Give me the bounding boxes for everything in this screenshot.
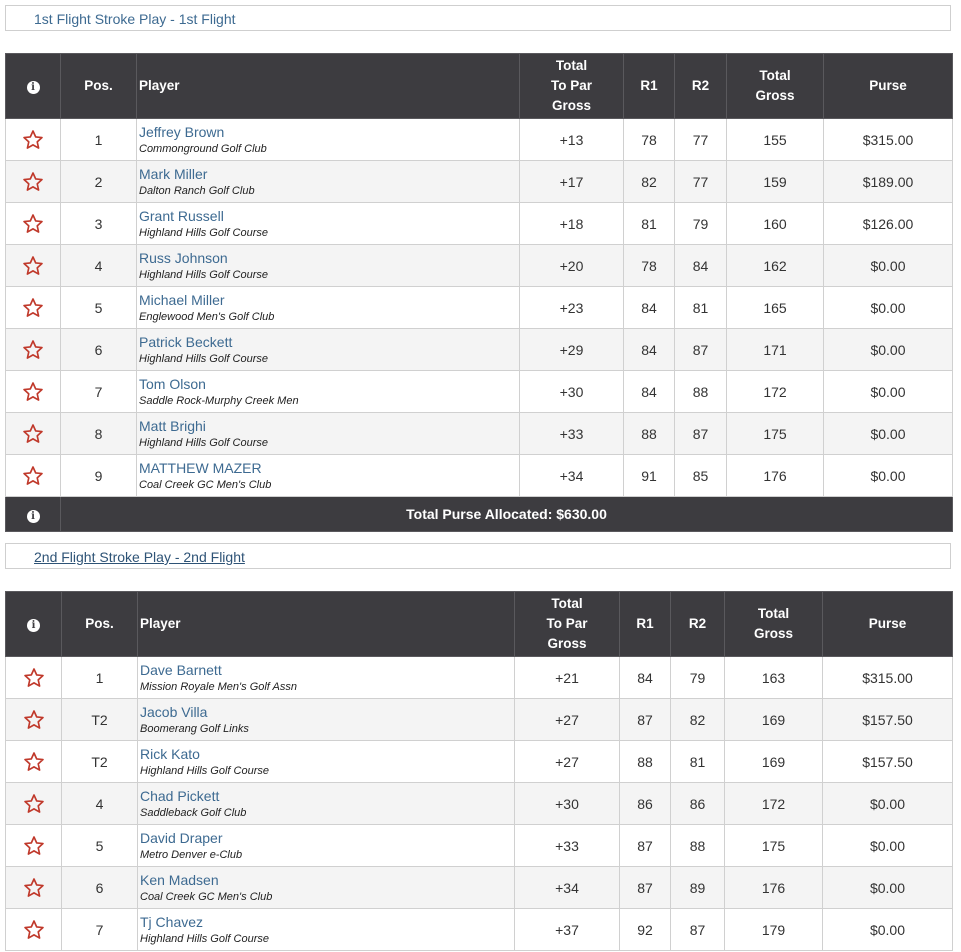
total-to-par: +23 [520, 287, 624, 329]
player-name-link[interactable]: Russ Johnson [139, 249, 228, 266]
flight-1-title-link[interactable]: 1st Flight Stroke Play - 1st Flight [34, 11, 236, 27]
round-2-score: 88 [671, 825, 725, 867]
flight-1-footer-row [6, 497, 953, 532]
total-gross: 175 [725, 825, 823, 867]
purse: $0.00 [823, 909, 953, 951]
purse: $157.50 [823, 741, 953, 783]
table-row [6, 783, 953, 825]
player-cell [137, 329, 520, 371]
table-row [6, 245, 953, 287]
player-club: Metro Denver e-Club [140, 848, 243, 861]
round-1-score: 92 [620, 909, 671, 951]
footer-info-cell[interactable] [6, 497, 61, 532]
favorite-cell[interactable] [6, 161, 61, 203]
total-to-par: +20 [520, 245, 624, 287]
player-cell [138, 741, 515, 783]
total-gross: 171 [727, 329, 824, 371]
player-cell [138, 825, 515, 867]
flight-2-title-bar [5, 543, 951, 569]
table-row [6, 699, 953, 741]
gross-header: Total Gross [725, 592, 823, 657]
player-name-link[interactable]: MATTHEW MAZER [139, 459, 262, 476]
round-2-score: 77 [675, 119, 727, 161]
flight-2-title-link[interactable]: 2nd Flight Stroke Play - 2nd Flight [34, 549, 245, 565]
position: 2 [61, 161, 137, 203]
purse: $157.50 [823, 699, 953, 741]
favorite-star-icon[interactable] [23, 667, 45, 689]
total-purse-allocated: Total Purse Allocated: $630.00 [61, 497, 953, 532]
table-row [6, 203, 953, 245]
favorite-star-icon[interactable] [22, 465, 44, 487]
table-row [6, 657, 953, 699]
favorite-star-icon[interactable] [23, 709, 45, 731]
player-cell [137, 371, 520, 413]
player-club: Highland Hills Golf Course [139, 436, 268, 449]
purse: $0.00 [824, 455, 953, 497]
purse: $189.00 [824, 161, 953, 203]
info-icon[interactable]: i [27, 619, 40, 632]
favorite-cell[interactable] [6, 867, 62, 909]
total-gross: 160 [727, 203, 824, 245]
player-name-link[interactable]: Grant Russell [139, 207, 224, 224]
round-2-score: 86 [671, 783, 725, 825]
round-2-score: 87 [671, 909, 725, 951]
favorite-cell[interactable] [6, 455, 61, 497]
player-cell [138, 699, 515, 741]
favorite-star-icon[interactable] [22, 171, 44, 193]
favorite-star-icon[interactable] [22, 339, 44, 361]
round-1-score: 84 [620, 657, 671, 699]
favorite-cell[interactable] [6, 245, 61, 287]
favorite-star-icon[interactable] [22, 381, 44, 403]
round-1-score: 84 [624, 287, 675, 329]
info-icon[interactable]: i [27, 81, 40, 94]
flight-1-leaderboard [5, 53, 953, 532]
purse: $0.00 [823, 783, 953, 825]
round-1-score: 82 [624, 161, 675, 203]
position: 3 [61, 203, 137, 245]
round-1-score: 88 [620, 741, 671, 783]
round-1-score: 88 [624, 413, 675, 455]
flight-2-header-row [6, 592, 953, 657]
round-1-score: 84 [624, 371, 675, 413]
total-gross: 165 [727, 287, 824, 329]
round-2-score: 84 [675, 245, 727, 287]
player-name-link[interactable]: Rick Kato [140, 745, 200, 762]
total-gross: 172 [725, 783, 823, 825]
topar-header: Total To Par Gross [515, 592, 620, 657]
r2-header: R2 [675, 54, 727, 119]
player-cell [137, 455, 520, 497]
total-gross: 162 [727, 245, 824, 287]
favorite-cell[interactable] [6, 657, 62, 699]
round-2-score: 79 [671, 657, 725, 699]
total-gross: 175 [727, 413, 824, 455]
position: 4 [61, 245, 137, 287]
player-cell [137, 245, 520, 287]
favorite-star-icon[interactable] [23, 835, 45, 857]
position: 9 [61, 455, 137, 497]
player-cell [137, 287, 520, 329]
purse: $0.00 [824, 329, 953, 371]
favorite-star-icon[interactable] [23, 919, 45, 941]
total-to-par: +34 [515, 867, 620, 909]
favorite-star-icon[interactable] [22, 213, 44, 235]
purse: $315.00 [823, 657, 953, 699]
info-header[interactable] [6, 592, 62, 657]
position: 6 [62, 867, 138, 909]
player-cell [138, 657, 515, 699]
flight-1-title-bar [5, 5, 951, 31]
total-to-par: +29 [520, 329, 624, 371]
round-1-score: 87 [620, 699, 671, 741]
table-row [6, 119, 953, 161]
table-row [6, 287, 953, 329]
round-1-score: 81 [624, 203, 675, 245]
purse: $0.00 [824, 413, 953, 455]
purse-header: Purse [824, 54, 953, 119]
total-to-par: +27 [515, 699, 620, 741]
table-row [6, 825, 953, 867]
purse: $0.00 [824, 245, 953, 287]
player-name-link[interactable]: Jacob Villa [140, 703, 208, 720]
player-club: Saddleback Golf Club [140, 806, 247, 819]
total-to-par: +27 [515, 741, 620, 783]
round-1-score: 87 [620, 867, 671, 909]
purse: $0.00 [823, 825, 953, 867]
favorite-cell[interactable] [6, 203, 61, 245]
player-cell [137, 119, 520, 161]
favorite-cell[interactable] [6, 329, 61, 371]
table-row [6, 161, 953, 203]
player-club: Commonground Golf Club [139, 142, 267, 155]
flight-2-leaderboard [5, 591, 953, 951]
round-2-score: 87 [675, 413, 727, 455]
total-gross: 169 [725, 699, 823, 741]
table-row [6, 371, 953, 413]
favorite-cell[interactable] [6, 371, 61, 413]
table-row [6, 455, 953, 497]
table-row [6, 413, 953, 455]
favorite-cell[interactable] [6, 119, 61, 161]
favorite-cell[interactable] [6, 287, 61, 329]
player-club: Coal Creek GC Men's Club [140, 890, 273, 903]
flight-1-header-row [6, 54, 953, 119]
favorite-cell[interactable] [6, 741, 62, 783]
favorite-cell[interactable] [6, 909, 62, 951]
total-to-par: +30 [515, 783, 620, 825]
total-to-par: +33 [520, 413, 624, 455]
player-cell [138, 783, 515, 825]
round-2-score: 81 [675, 287, 727, 329]
position: T2 [62, 741, 138, 783]
total-gross: 169 [725, 741, 823, 783]
player-cell [138, 867, 515, 909]
total-to-par: +21 [515, 657, 620, 699]
total-to-par: +34 [520, 455, 624, 497]
position: 8 [61, 413, 137, 455]
total-gross: 172 [727, 371, 824, 413]
info-icon[interactable]: i [27, 510, 40, 523]
player-cell [137, 413, 520, 455]
player-club: Dalton Ranch Golf Club [139, 184, 255, 197]
player-club: Highland Hills Golf Course [139, 226, 268, 239]
player-name-link[interactable]: Ken Madsen [140, 871, 219, 888]
position: 5 [61, 287, 137, 329]
player-name-link[interactable]: Dave Barnett [140, 661, 222, 678]
favorite-star-icon[interactable] [22, 255, 44, 277]
player-name-link[interactable]: Matt Brighi [139, 417, 206, 434]
round-2-score: 87 [675, 329, 727, 371]
purse-header: Purse [823, 592, 953, 657]
player-club: Highland Hills Golf Course [139, 352, 268, 365]
gross-header: Total Gross [727, 54, 824, 119]
pos-header: Pos. [61, 54, 137, 119]
player-name-link[interactable]: Chad Pickett [140, 787, 220, 804]
total-gross: 163 [725, 657, 823, 699]
player-cell [137, 203, 520, 245]
round-2-score: 85 [675, 455, 727, 497]
table-row [6, 329, 953, 371]
position: 5 [62, 825, 138, 867]
purse: $315.00 [824, 119, 953, 161]
total-to-par: +30 [520, 371, 624, 413]
position: 7 [61, 371, 137, 413]
round-1-score: 91 [624, 455, 675, 497]
favorite-cell[interactable] [6, 783, 62, 825]
round-2-score: 82 [671, 699, 725, 741]
purse: $0.00 [824, 371, 953, 413]
position: T2 [62, 699, 138, 741]
purse: $0.00 [824, 287, 953, 329]
total-gross: 155 [727, 119, 824, 161]
round-1-score: 78 [624, 119, 675, 161]
player-name-link[interactable]: David Draper [140, 829, 223, 846]
round-1-score: 86 [620, 783, 671, 825]
table-row [6, 741, 953, 783]
player-club: Highland Hills Golf Course [140, 932, 269, 945]
player-name-link[interactable]: Michael Miller [139, 291, 225, 308]
player-cell [138, 909, 515, 951]
favorite-star-icon[interactable] [22, 129, 44, 151]
total-to-par: +18 [520, 203, 624, 245]
player-header: Player [137, 54, 520, 119]
player-club: Highland Hills Golf Course [139, 268, 268, 281]
total-to-par: +17 [520, 161, 624, 203]
r1-header: R1 [624, 54, 675, 119]
total-to-par: +13 [520, 119, 624, 161]
favorite-cell[interactable] [6, 699, 62, 741]
info-header[interactable] [6, 54, 61, 119]
total-gross: 159 [727, 161, 824, 203]
player-club: Saddle Rock-Murphy Creek Men [139, 394, 299, 407]
player-club: Boomerang Golf Links [140, 722, 249, 735]
player-name-link[interactable]: Tj Chavez [140, 913, 204, 930]
player-club: Coal Creek GC Men's Club [139, 478, 272, 491]
r2-header: R2 [671, 592, 725, 657]
topar-header: Total To Par Gross [520, 54, 624, 119]
position: 1 [62, 657, 138, 699]
favorite-cell[interactable] [6, 825, 62, 867]
round-2-score: 81 [671, 741, 725, 783]
round-2-score: 88 [675, 371, 727, 413]
player-header: Player [138, 592, 515, 657]
favorite-star-icon[interactable] [22, 297, 44, 319]
position: 1 [61, 119, 137, 161]
total-gross: 179 [725, 909, 823, 951]
favorite-cell[interactable] [6, 413, 61, 455]
player-club: Englewood Men's Golf Club [139, 310, 275, 323]
favorite-star-icon[interactable] [23, 751, 45, 773]
favorite-star-icon[interactable] [22, 423, 44, 445]
round-2-score: 89 [671, 867, 725, 909]
total-gross: 176 [725, 867, 823, 909]
pos-header: Pos. [62, 592, 138, 657]
round-1-score: 87 [620, 825, 671, 867]
position: 7 [62, 909, 138, 951]
round-2-score: 79 [675, 203, 727, 245]
favorite-star-icon[interactable] [23, 877, 45, 899]
purse: $0.00 [823, 867, 953, 909]
round-2-score: 77 [675, 161, 727, 203]
position: 6 [61, 329, 137, 371]
player-name-link[interactable]: Mark Miller [139, 165, 208, 182]
player-name-link[interactable]: Tom Olson [139, 375, 206, 392]
table-row [6, 867, 953, 909]
table-row [6, 909, 953, 951]
position: 4 [62, 783, 138, 825]
round-1-score: 78 [624, 245, 675, 287]
total-to-par: +37 [515, 909, 620, 951]
favorite-star-icon[interactable] [23, 793, 45, 815]
player-cell [137, 161, 520, 203]
round-1-score: 84 [624, 329, 675, 371]
player-name-link[interactable]: Patrick Beckett [139, 333, 233, 350]
player-club: Highland Hills Golf Course [140, 764, 269, 777]
r1-header: R1 [620, 592, 671, 657]
total-gross: 176 [727, 455, 824, 497]
purse: $126.00 [824, 203, 953, 245]
total-to-par: +33 [515, 825, 620, 867]
player-club: Mission Royale Men's Golf Assn [140, 680, 297, 693]
player-name-link[interactable]: Jeffrey Brown [139, 123, 225, 140]
